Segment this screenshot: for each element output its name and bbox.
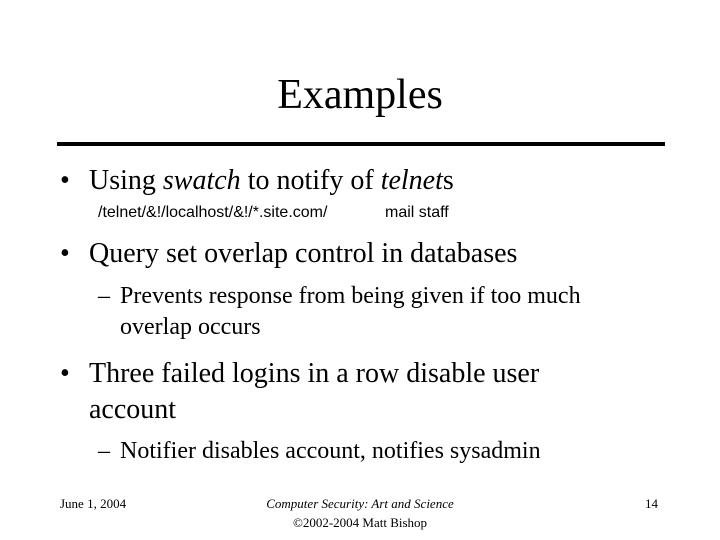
footer-credits [210,494,510,532]
bullet-marker: • [60,238,70,269]
footer-date: June 1, 2004 [60,496,127,511]
swatch-action: mail staff [385,204,449,221]
bullet-text: Three failed logins in a row disable user account [89,358,540,425]
title-divider [57,142,665,146]
bullet-marker: • [60,358,70,389]
sub-bullet-marker: – [98,283,110,309]
footer-page-number: 14 [645,496,658,511]
bullet-text: Query set overlap control in databases [89,238,518,269]
sub-bullet-text: Prevents response from being given if too much overlap occurs [120,283,581,340]
sub-bullet-marker: – [98,438,110,464]
footer-course: Computer Security: Art and Science [266,496,454,511]
sub-bullet-text: Notifier disables account, notifies sysadmin [120,438,541,464]
swatch-pattern: /telnet/&!/localhost/&!/*.site.com/ [98,204,328,221]
slide-title: Examples [277,72,443,118]
bullet-text: Using swatch to notify of telnets [89,165,454,196]
footer-copyright: ©2002-2004 Matt Bishop [292,515,428,530]
bullet-marker: • [60,165,70,196]
